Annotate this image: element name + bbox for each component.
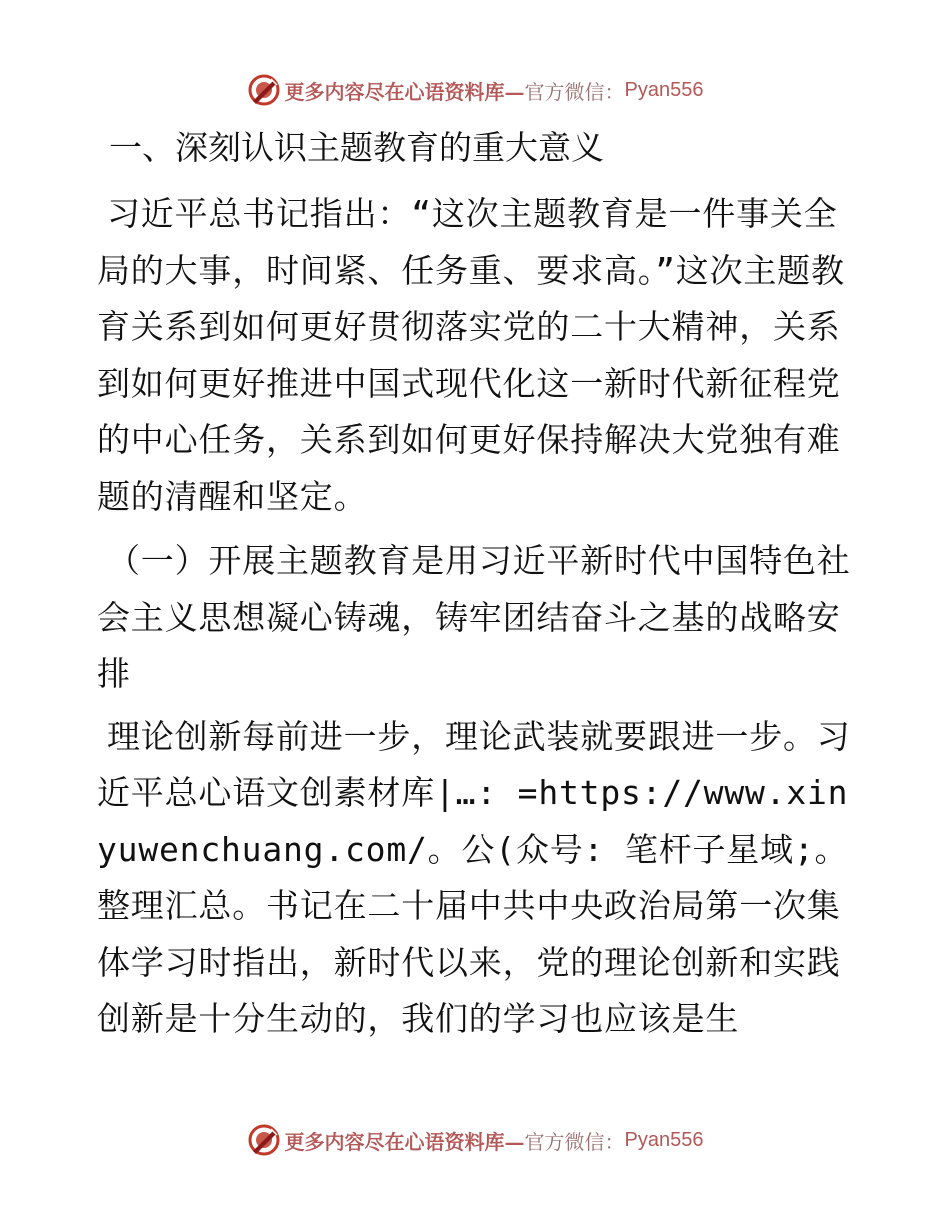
pen-logo-icon — [247, 1123, 281, 1157]
banner-wechat-label: 官方微信： — [524, 79, 625, 104]
section-heading: 一、深刻认识主题教育的重大意义 — [109, 128, 604, 167]
pen-logo-icon — [247, 73, 281, 107]
banner-handle: Pyan556 — [624, 1128, 704, 1151]
banner-handle: Pyan556 — [624, 78, 704, 101]
footer-watermark-banner — [0, 1120, 950, 1160]
banner-text: 更多内容尽在心语资料库— — [284, 1129, 525, 1154]
document-body — [97, 124, 857, 1056]
paragraph-1: 习近平总书记指出：“这次主题教育是一件事关全局的大事，时间紧、任务重、要求高。”这次主题教育关系到如何更好贯彻落实党的二十大精神，关系到如何更好推进中国式现代化这一新时代新征程党的中心任务，关系到如何更好保持解决大党独有难题的清醒和坚定。 — [97, 194, 845, 516]
banner-text: 更多内容尽在心语资料库— — [284, 79, 525, 104]
subheading-1: （一）开展主题教育是用习近平新时代中国特色社会主义思想凝心铸魂，铸牢团结奋斗之基的战略安排 — [97, 541, 851, 693]
paragraph-2: 理论创新每前进一步，理论武装就要跟进一步。习近平总心语文创素材库|…: =https://www.xinyuwenchuang.com/。公(众号: 笔杆子星域;。整理汇总。书记在二十届中共中央政治局第一次集体学习时指出，新时代以来，党的理论创新和实践创新是十分生动的，我们的学习也应该是生 — [97, 716, 851, 1038]
banner-wechat-label: 官方微信： — [524, 1129, 625, 1154]
header-watermark-banner — [0, 70, 950, 110]
